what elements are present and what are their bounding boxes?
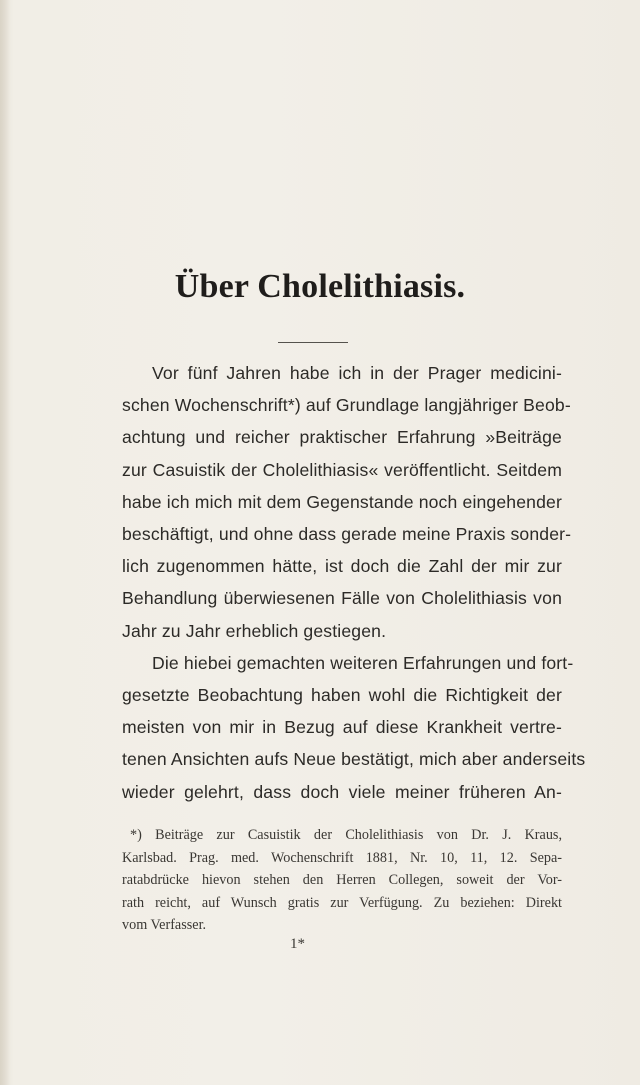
page-title: Über Cholelithiasis. — [174, 268, 466, 305]
footnote-line: ratabdrücke hievon stehen den Herren Collegen, soweit der Vor- — [122, 872, 562, 889]
text-line: tenen Ansichten aufs Neue bestätigt, mich aber anderseits — [122, 749, 586, 770]
footnote-line: Karlsbad. Prag. med. Wochenschrift 1881, Nr. 10, 11, 12. Sepa- — [122, 849, 562, 866]
text-line: lich zugenommen hätte, ist doch die Zahl der mir zur — [122, 556, 562, 577]
text-line: Behandlung überwiesenen Fälle von Cholelithiasis von — [122, 588, 562, 609]
footnote-line: *) Beiträge zur Casuistik der Cholelithiasis von Dr. J. Kraus, — [130, 827, 562, 843]
paragraph-2 — [122, 647, 586, 808]
text-line: gesetzte Beobachtung haben wohl die Richtigkeit der — [122, 685, 562, 706]
text-line: habe ich mich mit dem Gegenstande noch eingehender — [122, 491, 562, 512]
title-divider — [278, 342, 348, 343]
page-spine-shadow — [0, 0, 10, 1085]
text-line: beschäftigt, und ohne dass gerade meine Praxis sonder- — [122, 524, 572, 545]
text-line: schen Wochenschrift*) auf Grundlage langjähriger Beob- — [122, 395, 571, 416]
text-line: Vor fünf Jahren habe ich in der Prager medicini- — [152, 363, 562, 383]
body-text — [122, 357, 586, 808]
text-line: Die hiebei gemachten weiteren Erfahrungen und fort- — [152, 652, 574, 673]
text-line: meisten von mir in Bezug auf diese Krankheit vertre- — [122, 717, 562, 738]
footnote — [122, 824, 562, 937]
footnote-line: rath reicht, auf Wunsch gratis zur Verfügung. Zu beziehen: Direkt — [122, 894, 562, 911]
signature-mark: 1* — [290, 936, 305, 952]
text-line: Jahr zu Jahr erheblich gestiegen. — [122, 620, 387, 641]
footnote-line: vom Verfasser. — [122, 917, 207, 934]
text-line: wieder gelehrt, dass doch viele meiner früheren An- — [122, 781, 562, 802]
text-line: zur Casuistik der Cholelithiasis« veröffentlicht. Seitdem — [122, 459, 562, 480]
text-line: achtung und reicher praktischer Erfahrung »Beiträge — [122, 427, 562, 448]
paragraph-1 — [122, 357, 572, 647]
